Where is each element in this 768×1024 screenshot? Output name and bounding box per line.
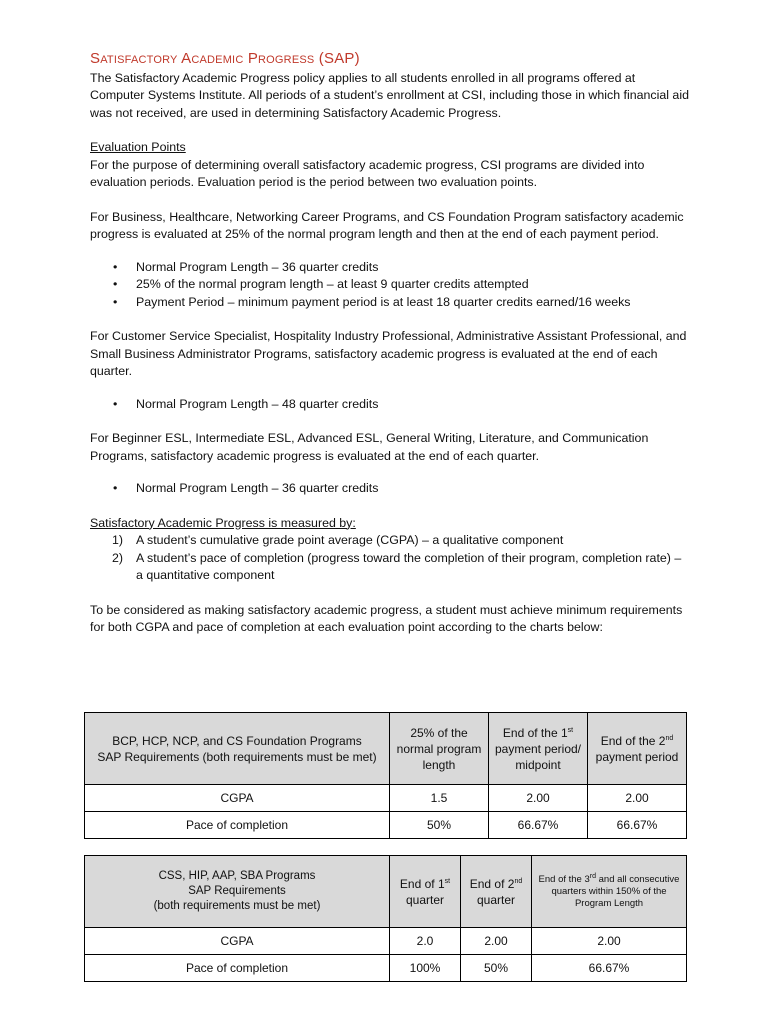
table-row: CGPA 1.5 2.00 2.00 bbox=[85, 785, 687, 812]
table-header-row bbox=[85, 713, 687, 785]
list-item: • Normal Program Length – 48 quarter credits bbox=[90, 396, 690, 414]
business-bullet-list bbox=[90, 259, 690, 312]
consider-paragraph: To be considered as making satisfactory academic progress, a student must achieve minimum requirements for both CGPA and pace of completion at each evaluation point according to the charts below: bbox=[90, 602, 683, 634]
document-page bbox=[90, 50, 690, 637]
list-item: 2) A student’s pace of completion (progress toward the completion of their program, completion rate) – a quantitative component bbox=[112, 550, 682, 582]
table-header-row bbox=[85, 856, 687, 928]
table-header-cell: BCP, HCP, NCP, and CS Foundation Programs SAP Requirements (both requirements must be met) bbox=[85, 713, 390, 785]
css-bullet-list bbox=[90, 396, 690, 414]
esl-paragraph: For Beginner ESL, Intermediate ESL, Advanced ESL, General Writing, Literature, and Communication Programs, satisfactory academic progress is evaluated at the end of each quarter. bbox=[90, 431, 649, 463]
evaluation-heading: Evaluation Points bbox=[90, 140, 186, 154]
page-title: Satisfactory Academic Progress (SAP) bbox=[90, 50, 360, 67]
table-header-cell: End of 1st quarter bbox=[390, 856, 461, 928]
evaluation-paragraph: For the purpose of determining overall satisfactory academic progress, CSI programs are divided into evaluation periods. Evaluation period is the period between two evaluation points. bbox=[90, 157, 645, 189]
sap-table-css bbox=[84, 855, 687, 982]
table-header-cell: End of 2nd quarter bbox=[461, 856, 532, 928]
sap-table-bcp bbox=[84, 712, 687, 839]
css-paragraph: For Customer Service Specialist, Hospitality Industry Professional, Administrative Assistant Professional, and Small Business Administrator Programs, satisfactory academic progress is evaluated at the end of each quarter. bbox=[90, 329, 687, 378]
business-paragraph: For Business, Healthcare, Networking Career Programs, and CS Foundation Program satisfactory academic progress is evaluated at 25% of the normal program length and then at the end of each payment period. bbox=[90, 209, 684, 241]
esl-bullet-list bbox=[90, 480, 690, 498]
table-row: Pace of completion 100% 50% 66.67% bbox=[85, 955, 687, 982]
table-header-cell: End of the 1st payment period/ midpoint bbox=[489, 713, 588, 785]
table-header-cell: CSS, HIP, AAP, SBA Programs SAP Requirements (both requirements must be met) bbox=[85, 856, 390, 928]
table-header-cell: End of the 2nd payment period bbox=[588, 713, 687, 785]
measured-list bbox=[90, 532, 690, 585]
table-row: Pace of completion 50% 66.67% 66.67% bbox=[85, 812, 687, 839]
measured-heading: Satisfactory Academic Progress is measured by: bbox=[90, 515, 356, 530]
intro-paragraph: The Satisfactory Academic Progress policy applies to all students enrolled in all programs offered at Computer Systems Institute. All periods of a student’s enrollment at CSI, including those in which financial aid was not received, are used in determining Satisfactory Academic Progress. bbox=[90, 70, 689, 120]
list-item: • Normal Program Length – 36 quarter credits bbox=[90, 480, 690, 498]
table-header-cell: 25% of the normal program length bbox=[390, 713, 489, 785]
table-row: CGPA 2.0 2.00 2.00 bbox=[85, 928, 687, 955]
table-header-cell: End of the 3rd and all consecutive quarters within 150% of the Program Length bbox=[532, 856, 687, 928]
list-item: • Payment Period – minimum payment period is at least 18 quarter credits earned/16 weeks bbox=[90, 294, 690, 312]
list-item: • Normal Program Length – 36 quarter credits bbox=[90, 259, 690, 277]
list-item: 1) A student’s cumulative grade point average (CGPA) – a qualitative component bbox=[112, 533, 564, 547]
list-item: • 25% of the normal program length – at least 9 quarter credits attempted bbox=[90, 276, 690, 294]
